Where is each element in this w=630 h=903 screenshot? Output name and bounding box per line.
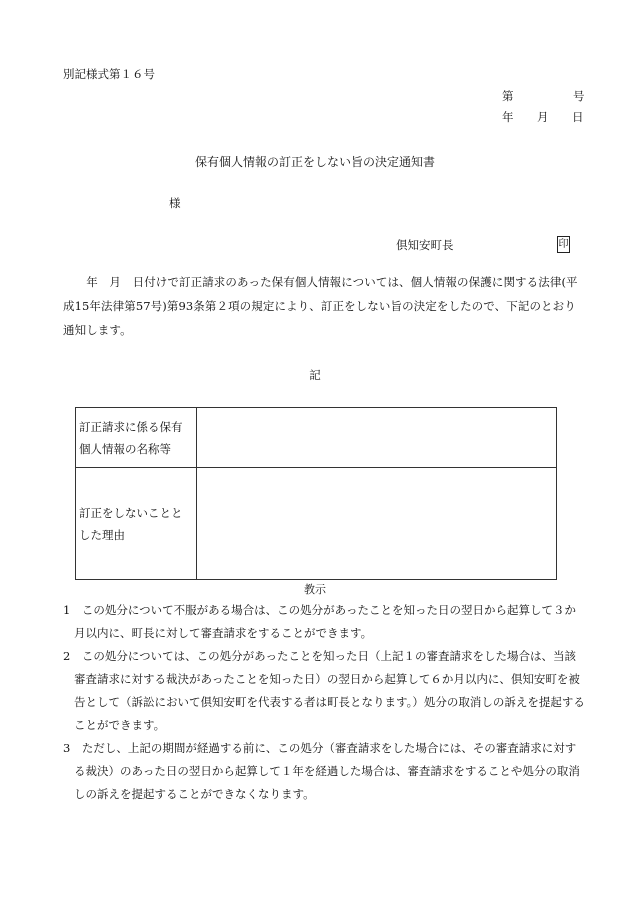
table-row [76,468,557,580]
notice-item-3: 3 ただし、上記の期間が経過する前に、この処分（審査請求をした場合には、その審査請求に対する裁決）のあった日の翌日から起算して１年を経過した場合は、審査請求をすることや処分の取消しの訴えを提起することができなくなります。 [63,741,580,801]
addressee-suffix: 様 [169,196,181,210]
notice-heading: 教示 [304,583,326,596]
notice-item-1: 1 この処分について不服がある場合は、この処分があったことを知った日の翌日から起算して３か月以内に、町長に対して審査請求をすることができます。 [63,603,576,640]
table-row [76,408,557,468]
body-paragraph: 年 月 日付けで訂正請求のあった保有個人情報については、個人情報の保護に関する法律(平成15年法律第57号)第93条第２項の規定により、訂正をしない旨の決定をしたので、下記のとおり通知します。 [63,275,578,337]
document-title: 保有個人情報の訂正をしない旨の決定通知書 [194,155,435,169]
issuer-name: 倶知安町長 [396,238,454,252]
table-row-value-reason [197,468,557,580]
seal-mark: 印 [557,236,570,253]
date-month-label: 月 [537,110,549,124]
document-number-label: 第 [502,89,514,103]
table-row-label-info-name: 訂正請求に係る保有個人情報の名称等 [76,408,197,468]
notice-list [63,599,585,806]
info-table [75,407,557,580]
notice-item-2: 2 この処分については、この処分があったことを知った日（上記１の審査請求をした場合は、当該審査請求に対する裁決があったことを知った日）の翌日から起算して６か月以内に、倶知安町を被告として（訴訟において倶知安町を代表する者は町長となります。）処分の取消しの訴えを提起することができます。 [63,649,585,732]
date-year-label: 年 [502,110,514,124]
record-heading: 記 [309,368,321,382]
date-day-label: 日 [572,110,584,124]
document-number-suffix: 号 [573,89,585,103]
form-number: 別記様式第１６号 [63,67,155,81]
table-row-value-info-name [197,408,557,468]
table-row-label-reason: 訂正をしないこととした理由 [76,468,197,580]
